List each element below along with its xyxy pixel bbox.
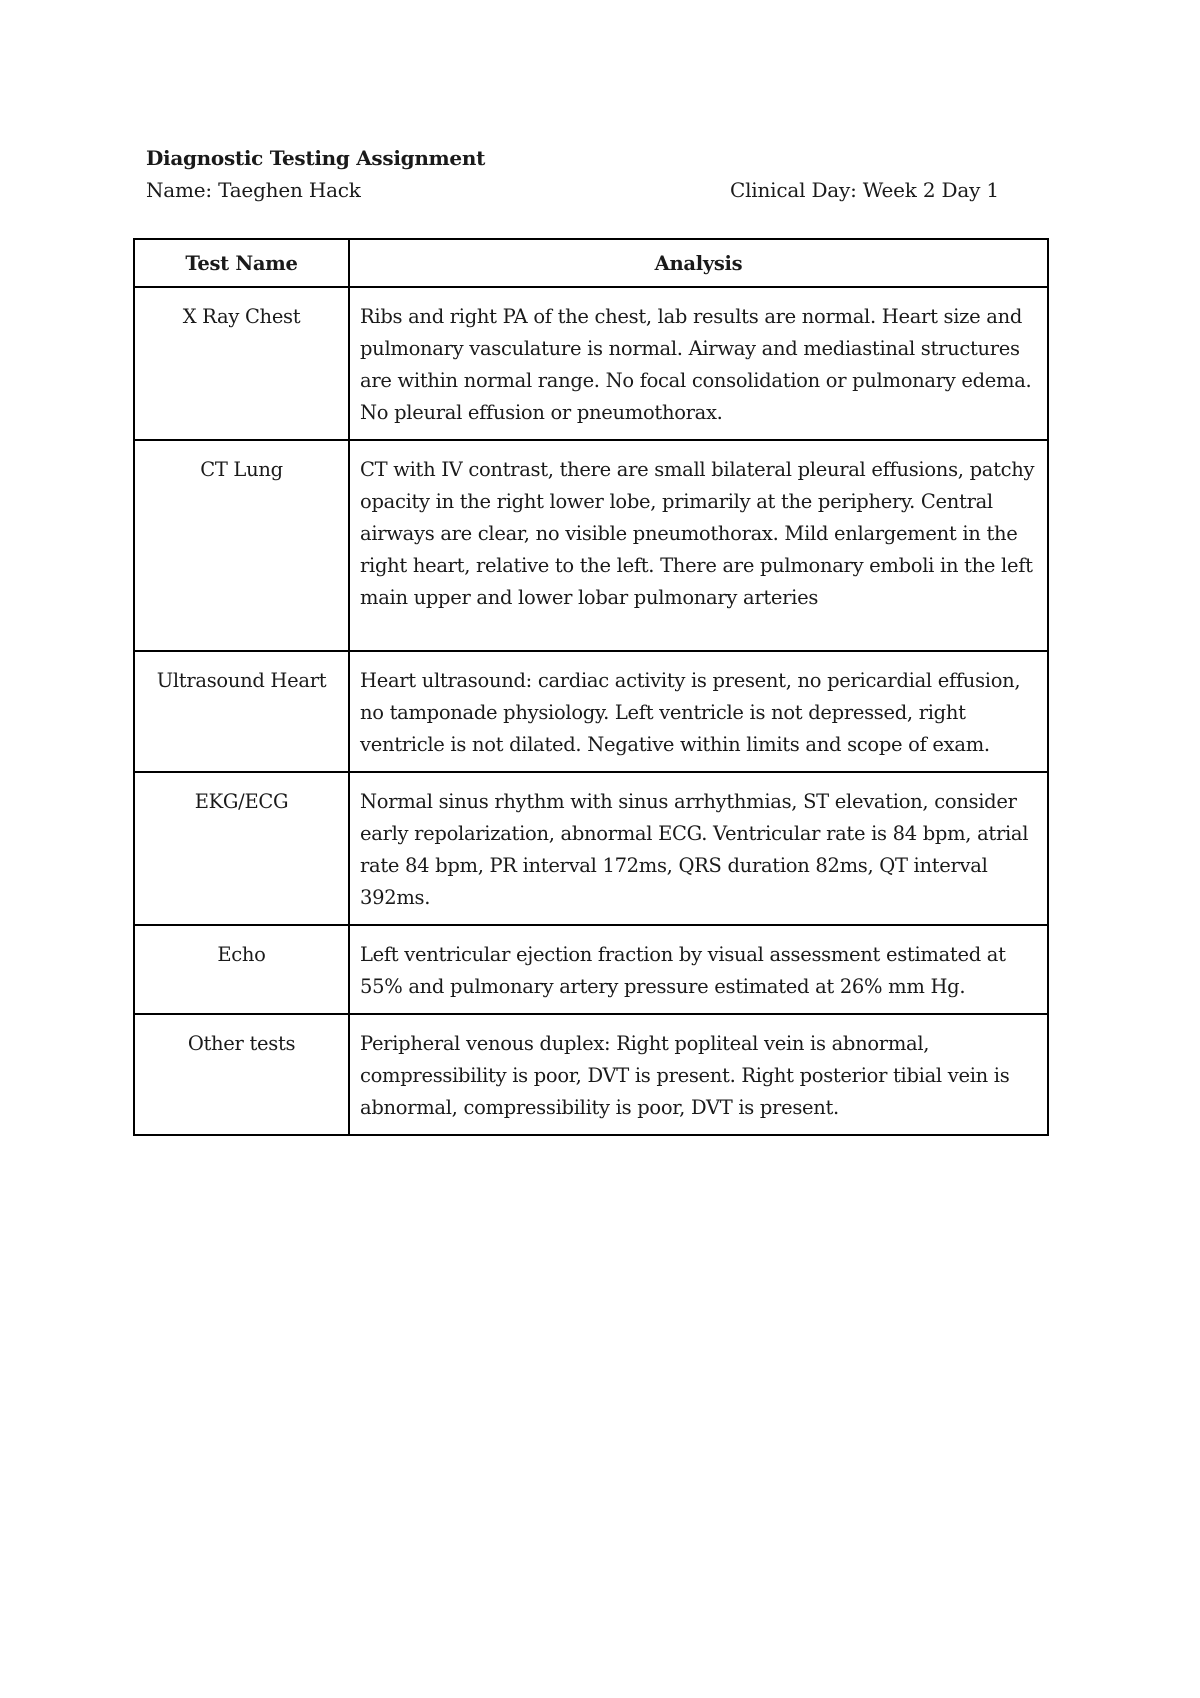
analysis-cell: Ribs and right PA of the chest, lab results are normal. Heart size and pulmonary vasculature is normal. Airway and mediastinal structures are within normal range. No focal consolidation or pulmonary edema. No pleural effusion or pneumothorax. xyxy=(349,287,1048,440)
table-row xyxy=(134,772,1048,925)
diagnostic-tests-table xyxy=(133,238,1049,1136)
table-row xyxy=(134,651,1048,772)
test-name-cell: Ultrasound Heart xyxy=(134,651,349,772)
table-row xyxy=(134,925,1048,1014)
table-header-row xyxy=(134,239,1048,287)
test-name-cell: Other tests xyxy=(134,1014,349,1135)
table-row xyxy=(134,440,1048,651)
document-title: Diagnostic Testing Assignment xyxy=(146,146,486,170)
table-row xyxy=(134,287,1048,440)
analysis-cell: CT with IV contrast, there are small bilateral pleural effusions, patchy opacity in the right lower lobe, primarily at the periphery. Central airways are clear, no visible pneumothorax. Mild enlargement in the right heart, relative to the left. There are pulmonary emboli in the left main upper and lower lobar pulmonary arteries xyxy=(349,440,1048,651)
header-test-name: Test Name xyxy=(134,239,349,287)
test-name-cell: Echo xyxy=(134,925,349,1014)
analysis-cell: Peripheral venous duplex: Right popliteal vein is abnormal, compressibility is poor, DVT is present. Right posterior tibial vein is abnormal, compressibility is poor, DVT is present. xyxy=(349,1014,1048,1135)
analysis-cell: Normal sinus rhythm with sinus arrhythmias, ST elevation, consider early repolarization, abnormal ECG. Ventricular rate is 84 bpm, atrial rate 84 bpm, PR interval 172ms, QRS duration 82ms, QT interval 392ms. xyxy=(349,772,1048,925)
analysis-cell: Heart ultrasound: cardiac activity is present, no pericardial effusion, no tamponade physiology. Left ventricle is not depressed, right ventricle is not dilated. Negative within limits and scope of exam. xyxy=(349,651,1048,772)
test-name-cell: X Ray Chest xyxy=(134,287,349,440)
test-name-cell: CT Lung xyxy=(134,440,349,651)
header-analysis: Analysis xyxy=(349,239,1048,287)
analysis-cell: Left ventricular ejection fraction by visual assessment estimated at 55% and pulmonary artery pressure estimated at 26% mm Hg. xyxy=(349,925,1048,1014)
test-name-cell: EKG/ECG xyxy=(134,772,349,925)
table-row xyxy=(134,1014,1048,1135)
student-name: Name: Taeghen Hack xyxy=(146,178,361,202)
clinical-day: Clinical Day: Week 2 Day 1 xyxy=(730,178,999,202)
